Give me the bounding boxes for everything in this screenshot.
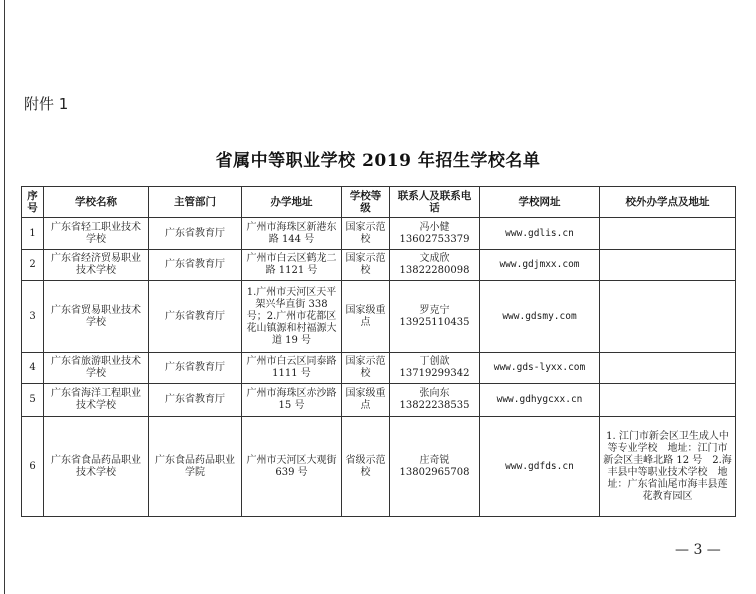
contact [390,417,480,517]
contact-name: 文成欣 [419,253,450,264]
contact-name: 罗克宁 [419,304,450,316]
contact-phone: 13802965708 [399,466,470,478]
address: 1.广州市天河区天平架兴华直街 338 号；2.广州市花都区花山镇源和村福源大道 19 号 [242,281,342,353]
table-row [22,250,736,281]
school-name: 广东省食品药品职业技术学校 [44,417,149,517]
table-row [22,353,736,384]
table-row [22,281,736,353]
authority: 广东食品药品职业学院 [149,417,242,517]
grade: 国家级重点 [342,384,390,417]
contact [390,353,480,384]
header-school-name: 学校名称 [44,187,149,218]
contact [390,218,480,250]
contact-name: 丁创歆 [419,356,450,367]
campus: 1. 江门市新会区卫生成人中等专业学校 地址：江门市新会区圭峰北路 12 号 2.海丰县中等职业技术学校 地址：广东省汕尾市海丰县莲花教育园区 [600,417,736,517]
website: www.gdjmxx.com [480,250,600,281]
school-name: 广东省贸易职业技术学校 [44,281,149,353]
contact-phone: 13822238535 [399,400,470,411]
address: 广州市海珠区新港东路 144 号 [242,218,342,250]
table-row [22,417,736,517]
page-number: — 3 — [675,542,721,558]
website: www.gdlis.cn [480,218,600,250]
authority: 广东省教育厅 [149,353,242,384]
contact [390,384,480,417]
contact [390,250,480,281]
header-authority: 主管部门 [149,187,242,218]
grade: 国家示范校 [342,218,390,250]
contact-phone: 13602753379 [399,233,470,245]
row-index: 5 [22,384,44,417]
website: www.gdsmy.com [480,281,600,353]
header-address: 办学地址 [242,187,342,218]
contact-name: 张向东 [419,388,450,399]
campus [600,353,736,384]
header-website: 学校网址 [480,187,600,218]
header-grade: 学校等级 [342,187,390,218]
school-name: 广东省海洋工程职业技术学校 [44,384,149,417]
address: 广州市白云区鹤龙二路 1121 号 [242,250,342,281]
contact-phone: 13719299342 [399,368,470,379]
authority: 广东省教育厅 [149,384,242,417]
school-list-table [21,186,736,517]
header-contact: 联系人及联系电话 [390,187,480,218]
contact [390,281,480,353]
school-name: 广东省经济贸易职业技术学校 [44,250,149,281]
address: 广州市天河区大观街 639 号 [242,417,342,517]
row-index: 1 [22,218,44,250]
website: www.gdhygcxx.cn [480,384,600,417]
table-row [22,218,736,250]
authority: 广东省教育厅 [149,250,242,281]
row-index: 6 [22,417,44,517]
page-edge-line [4,0,5,594]
grade: 国家级重点 [342,281,390,353]
contact-phone: 13822280098 [399,265,470,276]
campus [600,384,736,417]
attachment-label: 附件 1 [24,95,69,113]
header-campus: 校外办学点及地址 [600,187,736,218]
document-title: 省属中等职业学校 2019 年招生学校名单 [215,151,541,171]
grade: 省级示范校 [342,417,390,517]
school-name: 广东省旅游职业技术学校 [44,353,149,384]
contact-phone: 13925110435 [399,316,470,328]
row-index: 2 [22,250,44,281]
header-index: 序号 [22,187,44,218]
contact-name: 庄奇锐 [419,454,450,466]
row-index: 3 [22,281,44,353]
campus [600,250,736,281]
school-name: 广东省轻工职业技术学校 [44,218,149,250]
contact-name: 冯小健 [419,221,450,233]
authority: 广东省教育厅 [149,218,242,250]
address: 广州市白云区同泰路 1111 号 [242,353,342,384]
table-header-row [22,187,736,218]
campus [600,281,736,353]
row-index: 4 [22,353,44,384]
grade: 国家示范校 [342,250,390,281]
grade: 国家示范校 [342,353,390,384]
address: 广州市海珠区赤沙路 15 号 [242,384,342,417]
table-row [22,384,736,417]
website: www.gds-lyxx.com [480,353,600,384]
campus [600,218,736,250]
website: www.gdfds.cn [480,417,600,517]
authority: 广东省教育厅 [149,281,242,353]
